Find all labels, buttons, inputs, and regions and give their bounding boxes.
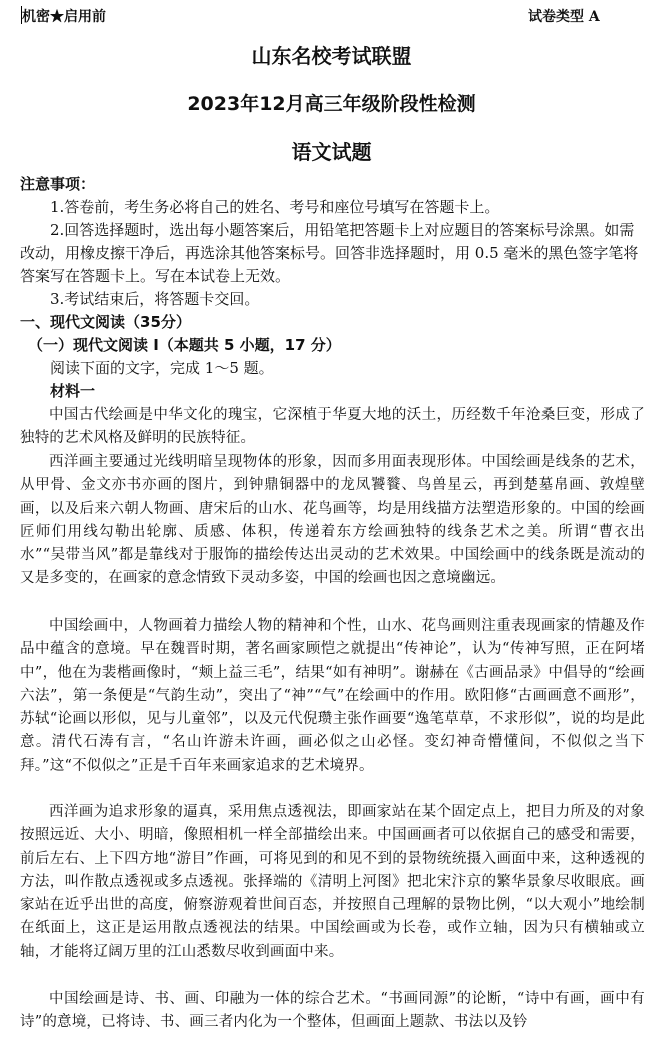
subsection-heading: （一）现代文阅读 I（本题共 5 小题，17 分）	[28, 336, 341, 354]
notice-item-3: 3.考试结束后，将答题卡交回。	[50, 290, 260, 308]
paragraph-5: 中国绘画是诗、书、画、印融为一体的综合艺术。“书画同源”的论断，“诗中有画，画中有诗”的意境，已将诗、书、画三者内化为一个整体，但画面上题款、书法以及钤	[20, 991, 645, 1031]
reading-instruction: 阅读下面的文字，完成 1～5 题。	[50, 359, 274, 377]
paragraph-2: 西洋画主要通过光线明暗呈现物体的形象，因而多用面表现形体。中国绘画是线条的艺术，从甲骨、金文亦书亦画的图片，到钟鼎铜器中的龙凤饕餮、鸟兽星云，再到楚墓帛画、敦煌壁画，以及后来六朝人物画、唐宋后的山水、花鸟画等，均是用线描方法塑造形象的。中国的绘画匠师们用线勾勒出轮廓、质感、体积，传递着东方绘画独特的线条艺术之美。所谓“曹衣出水”“吴带当风”都是靠线对于服饰的描绘传达出灵动的艺术效果。中国绘画中的线条既是流动的又是多变的，在画家的意念情致下灵动多姿，中国的绘画也因之意境幽远。	[20, 454, 645, 587]
section-heading: 一、现代文阅读（35分）	[20, 313, 191, 331]
notice-item-2: 2.回答选择题时，选出每小题答案后，用铅笔把答题卡上对应题目的答案标号涂黑。如需改动，用橡皮擦干净后，再选涂其他答案标号。回答非选择题时，用 0.5 毫米的黑色签字笔将答案写在答题卡上。写在本试卷上无效。	[20, 221, 639, 285]
confidential-label: 机密★启用前	[22, 9, 106, 25]
paragraph-3: 中国绘画中，人物画着力描绘人物的精神和个性，山水、花鸟画则注重表现画家的情趣及作品中蕴含的意境。早在魏晋时期，著名画家顾恺之就提出“传神论”，认为“传神写照，正在阿堵中”，他在为裴楷画像时，“颊上益三毛”，结果“如有神明”。谢赫在《古画品录》中倡导的“绘画六法”，第一条便是“气韵生动”，突出了“神”“气”在绘画中的作用。欧阳修“古画画意不画形”，苏轼“论画以形似，见与儿童邻”，以及元代倪瓒主张作画要“逸笔草草，不求形似”，说的均是此意。清代石涛有言，“名山许游未许画，画必似之山必怪。变幻神奇懵懂间，不似似之当下拜。”这“不似似之”正是千百年来画家追求的艺术境界。	[20, 618, 645, 774]
org-title: 山东名校考试联盟	[251, 44, 412, 68]
notice-heading: 注意事项：	[20, 175, 96, 193]
exam-title: 2023年12月高三年级阶段性检测	[187, 93, 476, 115]
material-label: 材料一	[50, 382, 96, 400]
notice-item-1: 1.答卷前，考生务必将自己的姓名、考号和座位号填写在答题卡上。	[50, 198, 500, 216]
paragraph-4: 西洋画为追求形象的逼真，采用焦点透视法，即画家站在某个固定点上，把目力所及的对象按照远近、大小、明暗，像照相机一样全部描绘出来。中国画画者可以依据自己的感受和需要，前后左右、上下四方地“游目”作画，可将见到的和见不到的景物统统摄入画面中来，这种透视的方法，叫作散点透视或多点透视。张择端的《清明上河图》把北宋汴京的繁华景象尽收眼底。画家站在近乎出世的高度，俯察游观着世间百态，并按照自己理解的景物比例，“以大观小”地绘制在纸面上，这正是运用散点透视法的结果。中国绘画或为长卷，或作立轴，因为只有横轴或立轴，才能将辽阔万里的江山悉数尽收到画面中来。	[20, 804, 645, 960]
subject-title: 语文试题	[291, 140, 372, 164]
paper-type-label: 试卷类型 A	[528, 9, 600, 25]
paragraph-1: 中国古代绘画是中华文化的瑰宝，它深植于华夏大地的沃土，历经数千年沧桑巨变，形成了独特的艺术风格及鲜明的民族特征。	[20, 407, 645, 447]
